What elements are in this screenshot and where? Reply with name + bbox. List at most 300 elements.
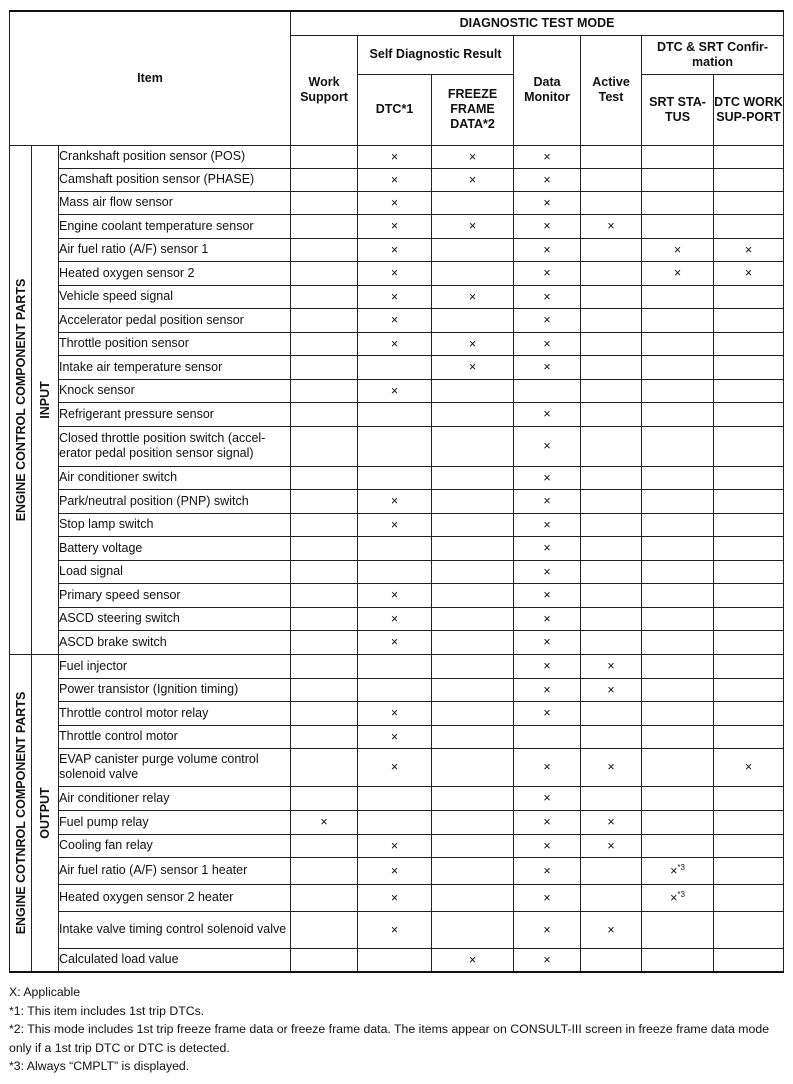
header-item: Item [10,11,291,145]
applicable-mark [714,583,784,607]
applicable-mark [714,911,784,948]
applicable-mark: × [358,168,432,191]
applicable-mark [291,191,358,214]
item-name: Heated oxygen sensor 2 [59,261,291,285]
applicable-mark: × [358,607,432,630]
applicable-mark [581,379,642,402]
applicable-mark [581,725,642,748]
table-row [10,560,784,583]
applicable-mark [291,748,358,786]
applicable-mark: × [514,810,581,834]
item-name: Stop lamp switch [59,513,291,536]
applicable-mark [642,513,714,536]
item-name: Fuel injector [59,654,291,678]
applicable-mark [581,145,642,168]
applicable-mark [642,355,714,379]
table-row [10,191,784,214]
item-name: Air fuel ratio (A/F) sensor 1 heater [59,857,291,884]
applicable-mark [642,308,714,332]
applicable-mark [358,355,432,379]
applicable-mark [642,884,714,911]
applicable-mark [291,513,358,536]
applicable-mark [714,168,784,191]
item-name: Closed throttle position switch (accel-erator pedal position sensor signal) [59,426,291,466]
applicable-mark [581,489,642,513]
applicable-mark [432,678,514,701]
applicable-mark: × [514,948,581,972]
applicable-mark [714,402,784,426]
item-name: Power transistor (Ignition timing) [59,678,291,701]
applicable-mark: × [432,168,514,191]
applicable-mark [642,911,714,948]
footnotes [9,983,787,1076]
applicable-mark [432,630,514,654]
applicable-mark [358,786,432,810]
applicable-mark [432,786,514,810]
applicable-mark [432,426,514,466]
applicable-mark [432,884,514,911]
applicable-mark: × [514,489,581,513]
header-dtc-work-support: DTC WORK SUP-PORT [714,74,784,145]
applicable-mark [291,168,358,191]
footnote-applicable: X: Applicable [9,985,81,999]
applicable-mark [714,560,784,583]
item-name: Mass air flow sensor [59,191,291,214]
applicable-mark: × [358,285,432,308]
applicable-mark [642,214,714,238]
applicable-mark [291,355,358,379]
item-name: Intake valve timing control solenoid valve [59,911,291,948]
applicable-mark: × [514,560,581,583]
applicable-mark [642,948,714,972]
applicable-mark [432,607,514,630]
applicable-mark: × [358,379,432,402]
applicable-mark [291,857,358,884]
table-row [10,536,784,560]
applicable-mark [432,748,514,786]
applicable-mark [291,701,358,725]
applicable-mark [714,332,784,355]
applicable-mark: × [514,884,581,911]
table-row [10,308,784,332]
applicable-mark: × [514,654,581,678]
applicable-mark [714,308,784,332]
item-name: Knock sensor [59,379,291,402]
header-diagnostic-test-mode: DIAGNOSTIC TEST MODE [291,11,784,35]
applicable-mark [514,379,581,402]
applicable-mark [581,786,642,810]
applicable-mark [642,145,714,168]
table-row [10,701,784,725]
applicable-mark [714,607,784,630]
header-work-support: Work Support [291,35,358,145]
applicable-mark [642,810,714,834]
applicable-mark: × [581,654,642,678]
table-row [10,513,784,536]
applicable-mark [642,834,714,857]
applicable-mark [291,630,358,654]
applicable-mark [291,402,358,426]
applicable-mark: × [514,748,581,786]
applicable-mark [714,214,784,238]
table-row [10,857,784,884]
applicable-mark [291,786,358,810]
item-name: Accelerator pedal position sensor [59,308,291,332]
applicable-mark [714,355,784,379]
applicable-mark [291,583,358,607]
applicable-mark [581,402,642,426]
applicable-mark: × [358,261,432,285]
sub-label: OUTPUT [38,787,52,839]
applicable-mark: × [514,701,581,725]
applicable-mark [432,560,514,583]
mark-footnote-ref: *3 [677,862,685,872]
footnote-3: *3: Always “CMPLT” is displayed. [9,1059,190,1074]
table-row [10,489,784,513]
applicable-mark: × [432,355,514,379]
applicable-mark: × [514,426,581,466]
applicable-mark: × [714,261,784,285]
applicable-mark [432,238,514,261]
applicable-mark [642,583,714,607]
applicable-mark [358,402,432,426]
applicable-mark [581,332,642,355]
applicable-mark [432,308,514,332]
applicable-mark: × [514,332,581,355]
applicable-mark [642,857,714,884]
table-body [10,145,784,972]
group-label: ENGINE COTNROL COMPONENT PARTS [13,691,28,935]
applicable-mark [581,191,642,214]
applicable-mark: × [514,402,581,426]
applicable-mark: × [358,308,432,332]
item-name: Throttle control motor [59,725,291,748]
applicable-mark [432,810,514,834]
table-row [10,630,784,654]
item-name: Intake air temperature sensor [59,355,291,379]
applicable-mark [432,834,514,857]
header-data-monitor: Data Monitor [514,35,581,145]
applicable-mark: × [514,238,581,261]
applicable-mark: × [358,214,432,238]
applicable-mark: × [358,630,432,654]
item-name: Park/neutral position (PNP) switch [59,489,291,513]
applicable-mark [642,678,714,701]
applicable-mark: × [432,145,514,168]
item-name: Throttle control motor relay [59,701,291,725]
item-name: ASCD steering switch [59,607,291,630]
applicable-mark [358,426,432,466]
applicable-mark [714,654,784,678]
diagnostic-table-wrapper [9,10,783,973]
applicable-mark [642,560,714,583]
applicable-mark: × [514,145,581,168]
applicable-mark [291,332,358,355]
applicable-mark [642,426,714,466]
table-row [10,355,784,379]
applicable-mark [291,466,358,489]
applicable-mark [291,238,358,261]
applicable-mark [291,678,358,701]
applicable-mark [581,948,642,972]
applicable-mark: × [514,911,581,948]
table-row [10,607,784,630]
applicable-mark [432,857,514,884]
applicable-mark [291,426,358,466]
header-dtc-srt-confirmation: DTC & SRT Confir-mation [642,35,784,74]
applicable-mark [581,857,642,884]
applicable-mark [291,489,358,513]
applicable-mark: × [432,332,514,355]
applicable-mark [642,786,714,810]
applicable-mark [581,308,642,332]
applicable-mark [714,857,784,884]
mark-symbol: × [670,891,678,906]
applicable-mark [642,285,714,308]
applicable-mark [714,884,784,911]
group-label-cell [10,654,32,972]
applicable-mark [291,536,358,560]
applicable-mark [291,884,358,911]
applicable-mark [714,426,784,466]
applicable-mark: × [358,748,432,786]
applicable-mark: × [642,238,714,261]
applicable-mark: × [514,786,581,810]
item-name: Vehicle speed signal [59,285,291,308]
applicable-mark [642,489,714,513]
applicable-mark [291,285,358,308]
applicable-mark [581,261,642,285]
applicable-mark [291,725,358,748]
item-name: Air conditioner switch [59,466,291,489]
applicable-mark: × [432,948,514,972]
applicable-mark [581,513,642,536]
applicable-mark: × [358,238,432,261]
applicable-mark: × [514,513,581,536]
table-row [10,654,784,678]
applicable-mark: × [514,583,581,607]
applicable-mark: × [358,857,432,884]
item-name: ASCD brake switch [59,630,291,654]
item-name: Crankshaft position sensor (POS) [59,145,291,168]
footnote-2: *2: This mode includes 1st trip freeze frame data or freeze frame data. The items appear on CONSULT-III screen in freeze frame data mode only if a 1st trip DTC or DTC is detected. [9,1022,770,1055]
applicable-mark [642,466,714,489]
applicable-mark [642,379,714,402]
table-row [10,285,784,308]
applicable-mark: × [581,214,642,238]
applicable-mark: × [514,355,581,379]
applicable-mark: × [432,285,514,308]
applicable-mark [358,948,432,972]
applicable-mark [581,560,642,583]
applicable-mark [642,630,714,654]
applicable-mark [714,701,784,725]
applicable-mark: × [514,214,581,238]
header-freeze-frame-data: FREEZE FRAME DATA*2 [432,74,514,145]
applicable-mark [642,701,714,725]
applicable-mark [432,513,514,536]
applicable-mark [642,654,714,678]
applicable-mark [432,466,514,489]
applicable-mark [358,678,432,701]
sub-label-cell [32,145,59,654]
applicable-mark: × [514,308,581,332]
table-row [10,786,784,810]
applicable-mark [714,834,784,857]
item-name: EVAP canister purge volume control solenoid valve [59,748,291,786]
item-name: Load signal [59,560,291,583]
applicable-mark [291,379,358,402]
applicable-mark [358,466,432,489]
table-row [10,332,784,355]
applicable-mark [714,678,784,701]
applicable-mark [358,810,432,834]
applicable-mark: × [514,630,581,654]
applicable-mark [432,911,514,948]
applicable-mark [714,536,784,560]
applicable-mark [642,332,714,355]
applicable-mark [432,402,514,426]
applicable-mark [358,536,432,560]
applicable-mark: × [358,884,432,911]
item-name: Primary speed sensor [59,583,291,607]
applicable-mark [714,145,784,168]
table-row [10,214,784,238]
table-row [10,466,784,489]
header-srt-status: SRT STA-TUS [642,74,714,145]
table-row [10,948,784,972]
applicable-mark: × [514,168,581,191]
applicable-mark: × [514,261,581,285]
applicable-mark [432,583,514,607]
table-row [10,238,784,261]
item-name: Fuel pump relay [59,810,291,834]
item-name: Throttle position sensor [59,332,291,355]
applicable-mark: × [358,701,432,725]
applicable-mark: × [714,748,784,786]
applicable-mark [642,168,714,191]
header-active-test: Active Test [581,35,642,145]
table-row [10,379,784,402]
applicable-mark [581,168,642,191]
applicable-mark [581,466,642,489]
item-name: Battery voltage [59,536,291,560]
applicable-mark [581,536,642,560]
diagnostic-test-mode-table [9,10,784,973]
table-row [10,884,784,911]
applicable-mark [432,379,514,402]
table-row [10,911,784,948]
applicable-mark [714,630,784,654]
table-row [10,834,784,857]
applicable-mark [432,536,514,560]
table-row [10,168,784,191]
applicable-mark: × [514,285,581,308]
applicable-mark [291,261,358,285]
item-name: Heated oxygen sensor 2 heater [59,884,291,911]
applicable-mark: × [358,513,432,536]
applicable-mark: × [358,911,432,948]
item-name: Air conditioner relay [59,786,291,810]
applicable-mark: × [581,911,642,948]
applicable-mark [714,379,784,402]
applicable-mark [291,308,358,332]
applicable-mark [291,654,358,678]
applicable-mark [714,948,784,972]
applicable-mark [432,701,514,725]
applicable-mark [581,426,642,466]
applicable-mark [358,654,432,678]
applicable-mark: × [642,261,714,285]
item-name: Refrigerant pressure sensor [59,402,291,426]
applicable-mark [642,725,714,748]
applicable-mark [291,560,358,583]
applicable-mark [581,607,642,630]
applicable-mark: × [358,332,432,355]
applicable-mark: × [581,810,642,834]
header-self-diagnostic-result: Self Diagnostic Result [358,35,514,74]
applicable-mark: × [514,834,581,857]
table-row [10,810,784,834]
applicable-mark [714,810,784,834]
applicable-mark: × [581,834,642,857]
table-row [10,748,784,786]
applicable-mark: × [432,214,514,238]
table-row [10,261,784,285]
applicable-mark [642,607,714,630]
applicable-mark [714,285,784,308]
mark-symbol: × [670,864,678,879]
applicable-mark [581,884,642,911]
applicable-mark [291,911,358,948]
item-name: Engine coolant temperature sensor [59,214,291,238]
applicable-mark: × [291,810,358,834]
applicable-mark [581,285,642,308]
applicable-mark: × [358,583,432,607]
applicable-mark: × [358,725,432,748]
applicable-mark [714,489,784,513]
applicable-mark: × [581,748,642,786]
table-row [10,402,784,426]
applicable-mark [432,489,514,513]
applicable-mark: × [514,191,581,214]
applicable-mark [581,701,642,725]
applicable-mark [291,145,358,168]
applicable-mark [581,630,642,654]
applicable-mark: × [514,466,581,489]
group-label: ENGINE CONTROL COMPONENT PARTS [13,278,28,521]
group-label-cell [10,145,32,654]
applicable-mark [432,725,514,748]
item-name: Calculated load value [59,948,291,972]
applicable-mark: × [358,191,432,214]
applicable-mark [581,355,642,379]
applicable-mark [514,725,581,748]
applicable-mark [714,513,784,536]
footnote-1: *1: This item includes 1st trip DTCs. [9,1003,205,1018]
item-name: Camshaft position sensor (PHASE) [59,168,291,191]
table-row [10,725,784,748]
applicable-mark [714,191,784,214]
sub-label: INPUT [38,380,52,419]
applicable-mark [714,466,784,489]
applicable-mark: × [581,678,642,701]
applicable-mark: × [514,607,581,630]
mark-footnote-ref: *3 [677,889,685,899]
applicable-mark: × [358,489,432,513]
applicable-mark: × [358,834,432,857]
applicable-mark [581,583,642,607]
